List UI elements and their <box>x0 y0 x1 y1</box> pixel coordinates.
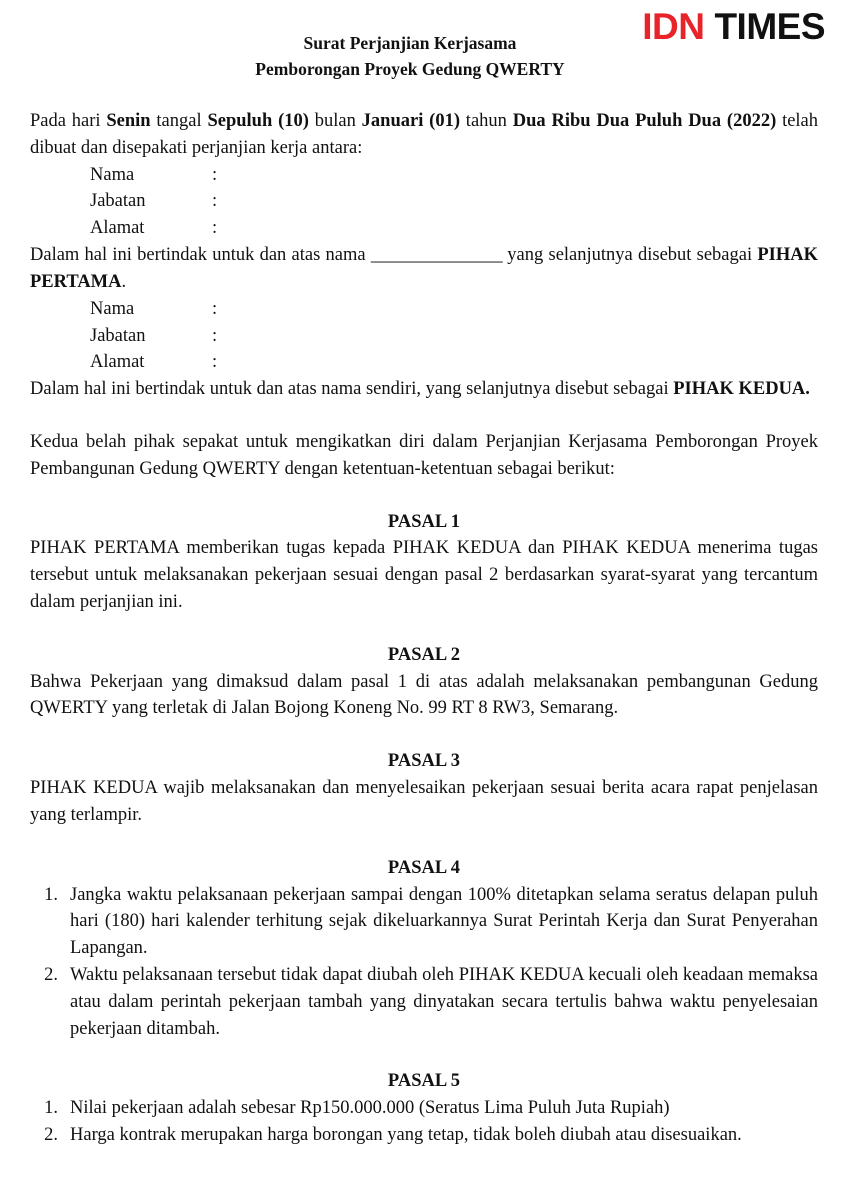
field-colon-alamat-second: : <box>212 352 218 373</box>
opening-text-4: tahun <box>459 111 513 131</box>
list-item <box>30 882 818 962</box>
first-party-label: PIHAK PERTAMA <box>30 245 818 292</box>
field-row-alamat-first <box>30 215 818 242</box>
agreement-intro-paragraph: Kedua belah pihak sepakat untuk mengikatkan diri dalam Perjanjian Kerjasama Pemborongan Proyek Pembangunan Gedung QWERTY dengan ketentuan-ketentuan sebagai berikut: <box>30 431 818 479</box>
second-party-statement <box>30 376 818 403</box>
field-label-nama-first: Nama <box>90 164 135 185</box>
list-item <box>30 1122 818 1149</box>
page-title-line-1: Surat Perjanjian Kerjasama <box>303 33 517 53</box>
opening-month: Januari (01) <box>361 111 460 131</box>
second-party-statement-pre: Dalam hal ini bertindak untuk dan atas nama sendiri, yang selanjutnya disebut sebagai <box>30 379 674 400</box>
list-item <box>30 1095 818 1122</box>
list-item <box>30 962 818 1042</box>
opening-date: Sepuluh (10) <box>207 111 309 131</box>
list-item-text: Waktu pelaksanaan tersebut tidak dapat diubah oleh PIHAK KEDUA kecuali oleh keadaan memaksa atau dalam perintah pekerjaan tambah yang dinyatakan secara tertulis bahwa waktu penyelesaian pekerjaan ditambah. <box>70 964 818 1039</box>
field-label-jabatan-first: Jabatan <box>90 191 146 212</box>
field-row-alamat-second <box>30 349 818 376</box>
article-heading-3: PASAL 3 <box>387 751 461 772</box>
logo-idn-text: IDN <box>642 6 705 47</box>
article-pasal-1 <box>30 509 818 616</box>
field-value-jabatan-first[interactable] <box>230 188 818 215</box>
field-label-nama-second: Nama <box>90 298 135 319</box>
opening-text-3: bulan <box>308 111 362 131</box>
first-party-statement-post: . <box>121 271 127 292</box>
field-row-jabatan-first <box>30 188 818 215</box>
field-value-alamat-second[interactable] <box>230 349 818 376</box>
article-pasal-3 <box>30 748 818 828</box>
article-pasal-2 <box>30 642 818 722</box>
field-label-jabatan-second: Jabatan <box>90 325 146 346</box>
field-colon-jabatan-second: : <box>212 325 218 346</box>
second-party-fields <box>30 296 818 376</box>
field-label-alamat-first: Alamat <box>90 218 145 239</box>
article-heading-1: PASAL 1 <box>387 511 461 532</box>
opening-day: Senin <box>106 111 151 131</box>
spacer-before-pasal-1 <box>30 483 818 509</box>
list-item-number: 1. <box>44 884 58 905</box>
field-row-nama-first <box>30 162 818 189</box>
article-paragraph-2: Bahwa Pekerjaan yang dimaksud dalam pasal 1 di atas adalah melaksanakan pembangunan Gedung QWERTY yang terletak di Jalan Bojong Koneng No. 99 RT 8 RW3, Semarang. <box>30 671 818 719</box>
article-list-5 <box>30 1095 818 1149</box>
spacer-before-pasal-3 <box>30 722 818 748</box>
list-item-number: 1. <box>44 1098 58 1119</box>
spacer-before-pasal-4 <box>30 829 818 855</box>
first-party-statement-mid: yang selanjutnya disebut sebagai <box>502 245 758 266</box>
field-value-nama-first[interactable] <box>230 162 818 189</box>
field-colon-nama-first: : <box>212 164 218 185</box>
article-list-4 <box>30 882 818 1043</box>
article-paragraph-1: PIHAK PERTAMA memberikan tugas kepada PIHAK KEDUA dan PIHAK KEDUA menerima tugas tersebut untuk melaksanakan pekerjaan sesuai dengan pasal 2 berdasarkan syarat-syarat yang tercantum dalam perjanjian ini. <box>30 538 818 612</box>
page-title-line-2: Pemborongan Proyek Gedung QWERTY <box>255 59 565 80</box>
list-item-text: Nilai pekerjaan adalah sebesar Rp150.000.000 (Seratus Lima Puluh Juta Rupiah) <box>70 1098 670 1119</box>
article-heading-4: PASAL 4 <box>387 857 461 878</box>
article-heading-5: PASAL 5 <box>387 1071 461 1092</box>
opening-year: Dua Ribu Dua Puluh Dua (2022) <box>512 111 777 131</box>
first-party-statement-pre: Dalam hal ini bertindak untuk dan atas nama <box>30 245 371 266</box>
spacer-before-pasal-5 <box>30 1042 818 1068</box>
field-value-alamat-first[interactable] <box>230 215 818 242</box>
list-item-number: 2. <box>44 964 58 985</box>
field-value-nama-second[interactable] <box>230 296 818 323</box>
article-paragraph-3: PIHAK KEDUA wajib melaksanakan dan menyelesaikan pekerjaan sesuai berita acara rapat penjelasan yang terlampir. <box>30 778 818 825</box>
field-value-jabatan-second[interactable] <box>230 323 818 350</box>
second-party-label: PIHAK KEDUA. <box>673 379 810 400</box>
article-pasal-5 <box>30 1068 818 1148</box>
opening-text-5: telah dibuat dan disepakati perjanjian kerja antara: <box>30 111 819 158</box>
field-colon-alamat-first: : <box>212 218 218 239</box>
spacer-before-intro <box>30 403 818 429</box>
opening-text-1: Pada hari <box>30 111 107 131</box>
field-row-nama-second <box>30 296 818 323</box>
first-party-statement <box>30 242 818 296</box>
field-colon-nama-second: : <box>212 298 218 319</box>
first-party-fields <box>30 162 818 242</box>
article-pasal-4 <box>30 855 818 1043</box>
document-body <box>30 108 818 1149</box>
opening-paragraph <box>30 108 818 162</box>
article-heading-2: PASAL 2 <box>387 644 461 665</box>
page-title <box>30 30 790 83</box>
field-label-alamat-second: Alamat <box>90 352 145 373</box>
logo-times-text: TIMES <box>714 6 825 47</box>
field-colon-jabatan-first: : <box>212 191 218 212</box>
list-item-number: 2. <box>44 1125 58 1145</box>
opening-text-2: tangal <box>150 111 208 131</box>
first-party-blank-field[interactable]: _______________ <box>370 245 503 266</box>
list-item-text: Jangka waktu pelaksanaan pekerjaan sampai dengan 100% ditetapkan selama seratus delapan puluh hari (180) hari kalender terhitung sejak dikeluarkannya Surat Perintah Kerja dan Surat Penyerahan Lapangan. <box>70 884 818 959</box>
list-item-text: Harga kontrak merupakan harga borongan yang tetap, tidak boleh diubah atau disesuaikan. <box>70 1125 742 1145</box>
field-row-jabatan-second <box>30 323 818 350</box>
spacer-before-pasal-2 <box>30 616 818 642</box>
